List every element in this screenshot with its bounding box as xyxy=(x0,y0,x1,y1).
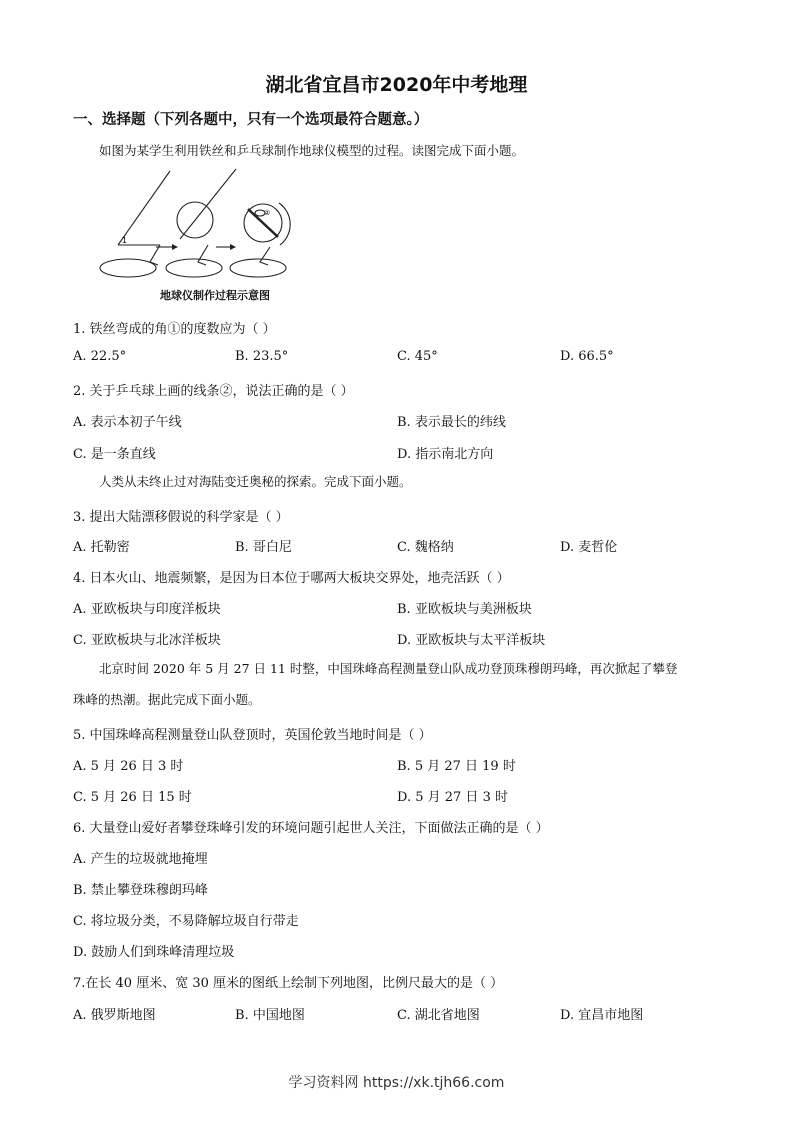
page-footer: 学习资料网 https://xk.tjh66.com xyxy=(288,1075,505,1091)
intro-3-line-1: 北京时间 2020 年 5 月 27 日 11 时整，中国珠峰高程测量登山队成功登顶珠穆朗玛峰，再次掀起了攀登 xyxy=(99,661,678,676)
question-6: 6. 大量登山爱好者攀登珠峰引发的环境问题引起世人关注，下面做法正确的是（ ） xyxy=(73,821,549,836)
q2-option-d[interactable]: D. 指示南北方向 xyxy=(397,447,494,462)
angle-label: 1 xyxy=(122,236,128,245)
question-1: 1. 铁丝弯成的角①的度数应为（ ） xyxy=(73,322,276,337)
q4-option-d[interactable]: D. 亚欧板块与太平洋板块 xyxy=(397,633,546,648)
section-heading: 一、选择题（下列各题中，只有一个选项最符合题意。） xyxy=(73,112,429,128)
q3-option-c[interactable]: C. 魏格纳 xyxy=(397,540,454,555)
q7-option-b[interactable]: B. 中国地图 xyxy=(235,1008,305,1023)
q1-option-b[interactable]: B. 23.5° xyxy=(235,349,289,364)
question-2: 2. 关于乒乓球上画的线条②，说法正确的是（ ） xyxy=(73,384,354,399)
q6-option-d[interactable]: D. 鼓励人们到珠峰清理垃圾 xyxy=(73,945,235,960)
q2-option-c[interactable]: C. 是一条直线 xyxy=(73,447,156,462)
line-2 xyxy=(248,209,278,237)
arrow-1-head xyxy=(172,244,178,250)
question-3: 3. 提出大陆漂移假说的科学家是（ ） xyxy=(73,510,289,525)
q1-option-d[interactable]: D. 66.5° xyxy=(560,349,614,364)
intro-2-text: 人类从未终止过对海陆变迁奥秘的探索。完成下面小题。 xyxy=(99,474,412,489)
intro-3-line-2: 珠峰的热潮。据此完成下面小题。 xyxy=(73,692,261,707)
intro-paragraph-3 xyxy=(73,653,733,715)
q2-option-b[interactable]: B. 表示最长的纬线 xyxy=(397,415,506,430)
q7-option-d[interactable]: D. 宜昌市地图 xyxy=(560,1008,644,1023)
q2-option-a[interactable]: A. 表示本初子午线 xyxy=(73,415,182,430)
base-plate-2 xyxy=(166,259,222,277)
intro-1-text: 如图为某学生利用铁丝和乒乓球制作地球仪模型的过程。读图完成下面小题。 xyxy=(99,143,525,158)
line-label: ② xyxy=(264,209,271,217)
q6-option-b[interactable]: B. 禁止攀登珠穆朗玛峰 xyxy=(73,883,208,898)
q5-option-b[interactable]: B. 5 月 27 日 19 时 xyxy=(397,759,516,774)
q5-option-a[interactable]: A. 5 月 26 日 3 时 xyxy=(73,759,184,774)
q7-option-a[interactable]: A. 俄罗斯地图 xyxy=(73,1008,156,1023)
q3-option-a[interactable]: A. 托勒密 xyxy=(73,540,130,555)
q4-option-b[interactable]: B. 亚欧板块与美洲板块 xyxy=(397,602,532,617)
intro-paragraph-1 xyxy=(73,135,733,166)
q5-option-c[interactable]: C. 5 月 26 日 15 时 xyxy=(73,790,192,805)
arrow-2-head xyxy=(230,244,236,250)
q1-option-a[interactable]: A. 22.5° xyxy=(73,349,127,364)
figure-caption: 地球仪制作过程示意图 xyxy=(160,289,270,302)
question-4: 4. 日本火山、地震频繁，是因为日本位于哪两大板块交界处，地壳活跃（ ） xyxy=(73,571,510,586)
base-plate-1 xyxy=(100,259,156,277)
intro-paragraph-2 xyxy=(73,466,733,497)
q3-option-d[interactable]: D. 麦哲伦 xyxy=(560,540,618,555)
globe-making-diagram xyxy=(98,165,298,305)
q3-option-b[interactable]: B. 哥白尼 xyxy=(235,540,292,555)
question-7: 7.在长 40 厘米、宽 30 厘米的图纸上绘制下列地图，比例尺最大的是（ ） xyxy=(73,976,504,991)
q4-option-a[interactable]: A. 亚欧板块与印度洋板块 xyxy=(73,602,221,617)
q1-option-c[interactable]: C. 45° xyxy=(397,349,438,364)
q5-option-d[interactable]: D. 5 月 27 日 3 时 xyxy=(397,790,508,805)
q6-option-a[interactable]: A. 产生的垃圾就地掩埋 xyxy=(73,852,208,867)
base-plate-3 xyxy=(230,259,286,277)
question-5: 5. 中国珠峰高程测量登山队登顶时，英国伦敦当地时间是（ ） xyxy=(73,728,432,743)
page-title: 湖北省宜昌市2020年中考地理 xyxy=(265,74,528,96)
q7-option-c[interactable]: C. 湖北省地图 xyxy=(397,1008,480,1023)
q6-option-c[interactable]: C. 将垃圾分类，不易降解垃圾自行带走 xyxy=(73,914,299,929)
q4-option-c[interactable]: C. 亚欧板块与北冰洋板块 xyxy=(73,633,221,648)
wire-segment xyxy=(118,171,170,245)
